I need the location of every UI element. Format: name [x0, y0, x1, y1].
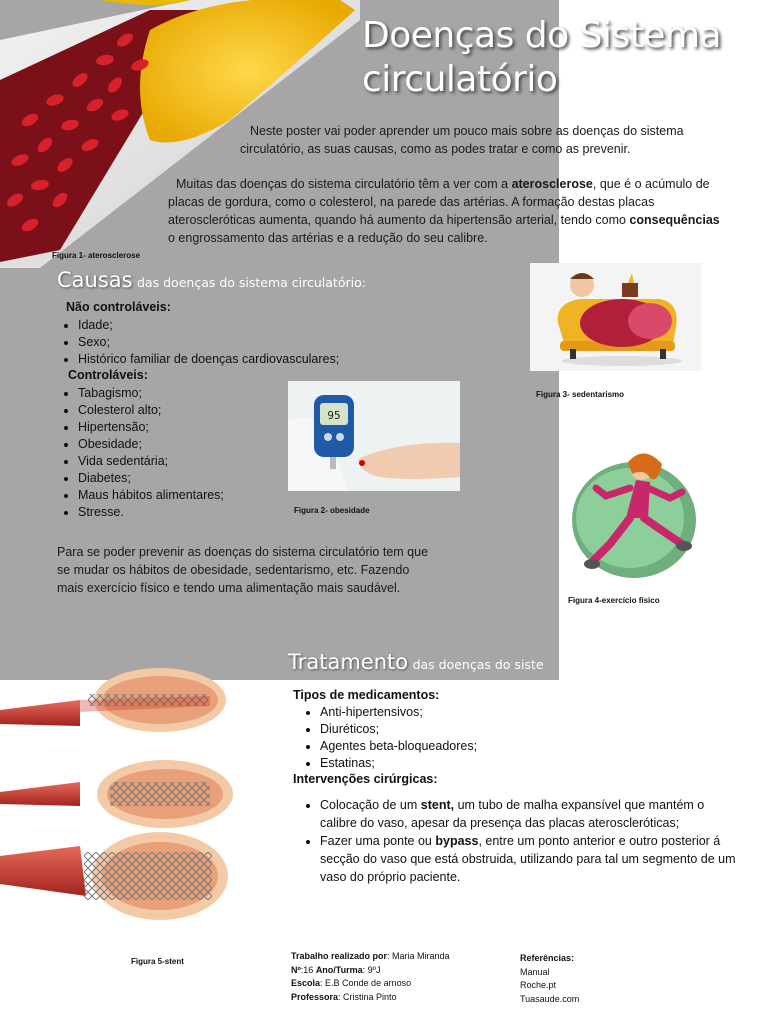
references	[520, 952, 680, 1006]
class-value: : 9ºJ	[362, 964, 381, 975]
list-item: • Tabagismo;	[78, 385, 224, 402]
intro2-bold-aterosclerose: aterosclerose	[511, 177, 593, 191]
tratamento-heading	[288, 650, 559, 674]
list-item: • Anti-hipertensivos;	[320, 704, 477, 721]
controlaveis-label: Controláveis:	[68, 368, 148, 382]
bypass-text-1: Fazer uma ponte ou	[320, 834, 436, 848]
intro-paragraph	[240, 122, 730, 158]
list-item-stent	[320, 796, 740, 832]
page-title: Doenças do Sistema circulatório	[362, 15, 722, 100]
list-item: • Estatinas;	[320, 755, 477, 772]
figure-4-exercise-image	[566, 448, 706, 588]
intervencoes-label: Intervenções cirúrgicas:	[293, 772, 438, 786]
author-value: : Maria Miranda	[387, 951, 450, 961]
number-line	[291, 964, 511, 978]
school-label: Escola	[291, 978, 321, 988]
figure-3-caption: Figura 3- sedentarismo	[536, 390, 625, 399]
causas-heading	[57, 268, 366, 292]
figure-5-stent-image	[0, 660, 240, 950]
list-item: • Diuréticos;	[320, 721, 477, 738]
intervencoes-list	[298, 796, 740, 886]
author-label: Trabalho realizado por	[291, 951, 388, 961]
list-item: • Maus hábitos alimentares;	[78, 487, 224, 504]
figure-4-caption: Figura 4-exercício físico	[568, 596, 660, 605]
tratamento-title: Tratamento	[288, 650, 409, 674]
figure-2-caption: Figura 2- obesidade	[294, 506, 370, 515]
author-info	[291, 950, 511, 1004]
reference-item: Tuasaude.com	[520, 993, 580, 1004]
intro2-text-3: o engrossamento das artérias e a redução do seu calibre.	[168, 231, 488, 245]
list-item: • Colesterol alto;	[78, 402, 224, 419]
intro2-text-2: , que é o acúmulo de placas de gordura, como o colesterol, na parede das artérias. A formação destas placas ateroscleróticas aumenta, quando há aumento da hipertensão arterial, tendo como	[168, 177, 710, 227]
list-item: • Histórico familiar de doenças cardiovasculares;	[78, 351, 339, 368]
bypass-bold: bypass	[435, 834, 479, 848]
class-label: Ano/Turma	[315, 964, 363, 975]
nao-controlaveis-list	[56, 317, 339, 368]
reference-item: Manual	[520, 966, 550, 977]
stent-bold: stent,	[420, 798, 455, 812]
reference-item: Roche.pt	[520, 980, 557, 990]
bypass-text-2: , entre um ponto anterior e outro posterior á secção do vaso que está obstruida, utilizando para tal um segmento de um vaso do próprio paciente.	[320, 834, 736, 884]
list-item: • Idade;	[78, 317, 339, 334]
school-line	[291, 977, 511, 991]
list-item: • Agentes beta-bloqueadores;	[320, 738, 477, 755]
intro2-text-1: Muitas das doenças do sistema circulatório têm a ver com a	[176, 177, 512, 191]
stent-text-1: Colocação de um	[320, 798, 421, 812]
figure-2-glucometer-image	[288, 381, 460, 491]
stent-text-2: um tubo de malha expansível que mantém o calibre do vaso, apesar da presença das placas ateroscleróticas;	[320, 798, 705, 830]
school-value: : E.B Conde de arnoso	[320, 978, 412, 988]
teacher-line	[291, 991, 511, 1005]
controlaveis-list	[56, 385, 224, 521]
number-label: Nº	[291, 964, 301, 975]
causas-title: Causas	[57, 268, 133, 292]
medicamentos-list	[298, 704, 477, 772]
list-item: • Sexo;	[78, 334, 339, 351]
figure-3-sedentarism-image	[530, 263, 701, 371]
list-item: • Stresse.	[78, 504, 224, 521]
references-label-text: Referências:	[520, 953, 575, 963]
teacher-value: : Cristina Pinto	[338, 991, 397, 1002]
list-item: • Diabetes;	[78, 470, 224, 487]
atherosclerosis-paragraph	[168, 175, 728, 247]
references-label	[520, 952, 680, 966]
prevention-paragraph: Para se poder prevenir as doenças do sistema circulatório tem que se mudar os hábitos de obesidade, sedentarismo, etc. Fazendo mais exercício físico e tendo uma alimentação mais saudável.	[57, 545, 429, 595]
glucometer-reading: 95	[327, 409, 341, 422]
author-line	[291, 950, 511, 964]
list-item: • Vida sedentária;	[78, 453, 224, 470]
causas-subtitle: das doenças do sistema circulatório:	[137, 275, 366, 290]
number-value: :16	[300, 964, 316, 975]
intro2-bold-consequencias: consequências	[629, 213, 720, 227]
figure-1-caption: Figura 1- aterosclerose	[52, 251, 141, 260]
figure-5-caption: Figura 5-stent	[131, 957, 184, 966]
list-item: • Obesidade;	[78, 436, 224, 453]
list-item-bypass	[320, 832, 740, 886]
intro-text: Neste poster vai poder aprender um pouco mais sobre as doenças do sistema circulatório, as suas causas, como as podes tratar e como as prevenir.	[240, 124, 684, 156]
nao-controlaveis-label: Não controláveis:	[66, 300, 171, 314]
medicamentos-label: Tipos de medicamentos:	[293, 688, 440, 702]
tratamento-subtitle: das doenças do siste	[412, 657, 544, 672]
teacher-label: Professora	[291, 991, 339, 1002]
list-item: • Hipertensão;	[78, 419, 224, 436]
